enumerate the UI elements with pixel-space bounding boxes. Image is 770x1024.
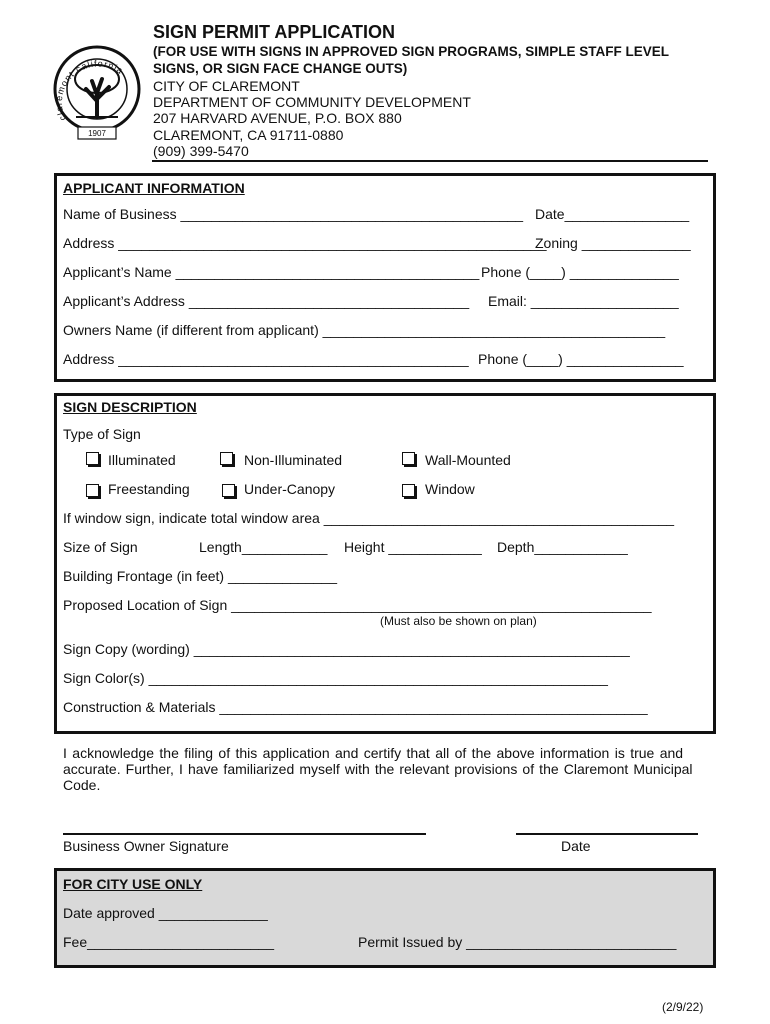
non-illuminated-checkbox[interactable] [220,452,233,465]
owner-phone-field[interactable]: Phone (____) _______________ [478,351,684,367]
applicant-phone-field[interactable]: Phone (____) ______________ [481,264,679,280]
seal-year: 1907 [88,129,106,138]
date-approved-field[interactable]: Date approved ______________ [63,905,268,921]
illuminated-label: Illuminated [108,452,176,468]
acknowledgement-line-2: accurate. Further, I have familiarized myself with the relevant provisions of the Claremont Municipal [63,761,693,777]
proposed-location-field[interactable]: Proposed Location of Sign ______________________________________________________ [63,597,652,613]
address-field[interactable]: Address _______________________________________________________ [63,235,547,251]
freestanding-checkbox[interactable] [86,484,99,497]
city-seal-logo [52,45,142,141]
length-field[interactable]: Length___________ [199,539,328,555]
window-label: Window [425,481,475,497]
header-rule [152,160,708,162]
under-canopy-label: Under-Canopy [244,481,336,497]
owners-name-field[interactable]: Owners Name (if different from applicant) ____________________________________________ [63,322,666,338]
page-title: SIGN PERMIT APPLICATION [153,22,396,42]
permit-issued-by-field[interactable]: Permit Issued by ___________________________ [358,934,677,950]
non-illuminated-label: Non-Illuminated [244,452,343,468]
sign-copy-field[interactable]: Sign Copy (wording) ________________________________________________________ [63,641,630,657]
applicant-info-heading: APPLICANT INFORMATION [63,180,245,196]
fee-field[interactable]: Fee________________________ [63,934,274,950]
acknowledgement-line-3: Code. [63,777,101,793]
size-of-sign-label: Size of Sign [63,539,138,555]
applicant-address-field[interactable]: Applicant’s Address ____________________________________ [63,293,470,309]
street-address: 207 HARVARD AVENUE, P.O. BOX 880 [153,110,402,126]
depth-field[interactable]: Depth____________ [497,539,628,555]
city-use-heading: FOR CITY USE ONLY [63,876,203,892]
department-phone: (909) 399-5470 [153,143,249,159]
location-note: (Must also be shown on plan) [380,614,537,628]
business-name-field[interactable]: Name of Business ____________________________________________ [63,206,524,222]
zoning-field[interactable]: Zoning ______________ [535,235,691,251]
seal-text: claremont california [53,58,126,123]
construction-materials-field[interactable]: Construction & Materials _______________________________________________________ [63,699,648,715]
sign-description-heading: SIGN DESCRIPTION [63,399,197,415]
signature-date-line[interactable] [516,833,698,835]
subtitle-line-1: (FOR USE WITH SIGNS IN APPROVED SIGN PROGRAMS, SIMPLE STAFF LEVEL [153,44,670,59]
sign-colors-field[interactable]: Sign Color(s) ___________________________________________________________ [63,670,608,686]
acknowledgement-line-1: I acknowledge the filing of this application and certify that all of the above information is true and [63,745,684,761]
date-field[interactable]: Date________________ [535,206,690,222]
department-name: DEPARTMENT OF COMMUNITY DEVELOPMENT [153,94,471,110]
revision-date: (2/9/22) [662,1000,704,1014]
illuminated-checkbox[interactable] [86,452,99,465]
city-name: CITY OF CLAREMONT [153,78,300,94]
window-area-field[interactable]: If window sign, indicate total window area _____________________________________________ [63,510,675,526]
city-state-zip: CLAREMONT, CA 91711-0880 [153,127,344,143]
owner-signature-line[interactable] [63,833,426,835]
signature-date-label: Date [561,838,591,854]
building-frontage-field[interactable]: Building Frontage (in feet) ______________ [63,568,337,584]
freestanding-label: Freestanding [108,481,190,497]
sign-type-label: Type of Sign [63,426,141,442]
window-checkbox[interactable] [402,484,415,497]
subtitle-line-2: SIGNS, OR SIGN FACE CHANGE OUTS) [153,61,408,76]
owner-address-field[interactable]: Address _____________________________________________ [63,351,469,367]
wall-mounted-checkbox[interactable] [402,452,415,465]
email-field[interactable]: Email: ___________________ [488,293,679,309]
wall-mounted-label: Wall-Mounted [425,452,511,468]
height-field[interactable]: Height ____________ [344,539,482,555]
applicant-name-field[interactable]: Applicant’s Name _______________________________________ [63,264,480,280]
owner-signature-label: Business Owner Signature [63,838,229,854]
under-canopy-checkbox[interactable] [222,484,235,497]
